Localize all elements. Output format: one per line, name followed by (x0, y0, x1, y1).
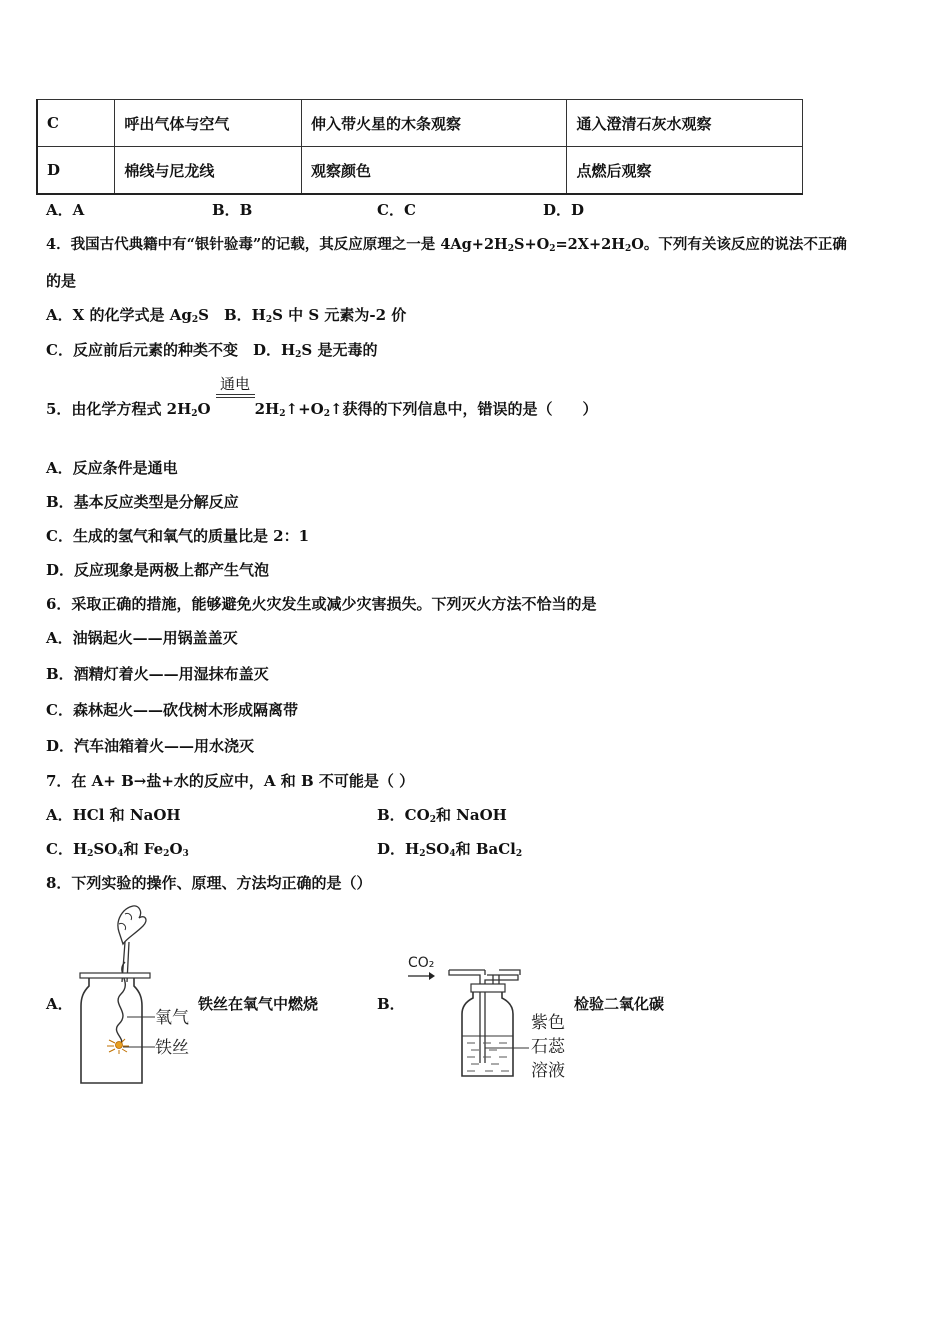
comparison-table (36, 99, 803, 195)
iron-wire-oxygen-figure (75, 902, 200, 1087)
q3-option-b: B．B (212, 201, 253, 219)
q7-stem: 7．在 A+ B→盐+水的反应中，A 和 B 不可能是（ ） (46, 772, 415, 790)
co2-litmus-figure (405, 948, 575, 1083)
q6-option-a: A．油锅起火——用锅盖盖灭 (46, 629, 238, 647)
iron-wire-label: 铁丝 (155, 1038, 189, 1058)
oxygen-label: 氧气 (155, 1008, 189, 1028)
q5-option-a: A．反应条件是通电 (46, 459, 178, 477)
q3-option-d: D．D (543, 201, 585, 219)
q4-option-cd: C．反应前后元素的种类不变 D．$H_2S$ 是无毒的 (46, 341, 378, 360)
q7-option-a: A．HCl 和 NaOH (46, 806, 181, 824)
q5-option-d: D．反应现象是两极上都产生气泡 (46, 561, 270, 579)
q5-stem: 5．由化学方程式 $2H_2O$ $2H_2↑+O_2↑$获得的下列信息中，错误的是（ ） (46, 400, 598, 419)
litmus-label-line1: 紫色 (531, 1013, 565, 1033)
litmus-label-line2: 石蕊 (531, 1037, 565, 1057)
table-cell: C (37, 100, 115, 147)
table-cell: 通入澄清石灰水观察 (567, 100, 803, 147)
q7-option-d: D．$H_2SO_4$和 BaCl$_2$ (377, 840, 523, 859)
q3-option-a: A．A (46, 201, 85, 219)
q6-option-c: C．森林起火——砍伐树木形成隔离带 (46, 701, 298, 719)
co2-label: CO₂ (408, 955, 435, 971)
q8-option-a-caption: 铁丝在氧气中燃烧 (198, 995, 319, 1013)
table-row (37, 100, 803, 147)
table-cell: 点燃后观察 (567, 147, 803, 195)
q6-option-b: B．酒精灯着火——用湿抹布盖灭 (46, 665, 269, 683)
q6-option-d: D．汽车油箱着火——用水浇灭 (46, 737, 255, 755)
q8-option-b-label: B． (377, 995, 405, 1013)
equation-line (216, 394, 255, 395)
q5-option-b: B．基本反应类型是分解反应 (46, 493, 239, 511)
q4-stem-line2: 的是 (46, 272, 77, 290)
q7-option-b: B．$CO_2$和 NaOH (377, 806, 507, 825)
table-cell: 观察颜色 (302, 147, 567, 195)
table-cell: 棉线与尼龙线 (115, 147, 302, 195)
table-cell: 呼出气体与空气 (115, 100, 302, 147)
table-cell: D (37, 147, 115, 195)
q6-stem: 6．采取正确的措施，能够避免火灾发生或减少灾害损失。下列灭火方法不恰当的是 (46, 595, 597, 613)
table-cell: 伸入带火星的木条观察 (302, 100, 567, 147)
litmus-label-line3: 溶液 (531, 1061, 565, 1081)
q8-option-a-label: A． (46, 995, 73, 1013)
q4-stem: 4．我国古代典籍中有“银针验毒”的记载，其反应原理之一是 $4Ag+2H_2S+O_2=2X+2H_2O$。下列有关该反应的说法不正确 (46, 236, 847, 254)
q5-option-c: C．生成的氢气和氧气的质量比是 2：1 (46, 527, 310, 545)
q7-option-c: C．$H_2SO_4$和 $Fe_2O_3$ (46, 840, 189, 859)
q3-option-c: C．C (377, 201, 416, 219)
table-row (37, 147, 803, 195)
reaction-condition: 通电 (219, 375, 250, 393)
q8-stem: 8．下列实验的操作、原理、方法均正确的是（） (46, 874, 372, 892)
q8-option-b-caption: 检验二氧化碳 (574, 995, 665, 1013)
q4-option-ab: A．X 的化学式是 $Ag_2S$ B．$H_2S$ 中 S 元素为-2 价 (46, 306, 407, 325)
